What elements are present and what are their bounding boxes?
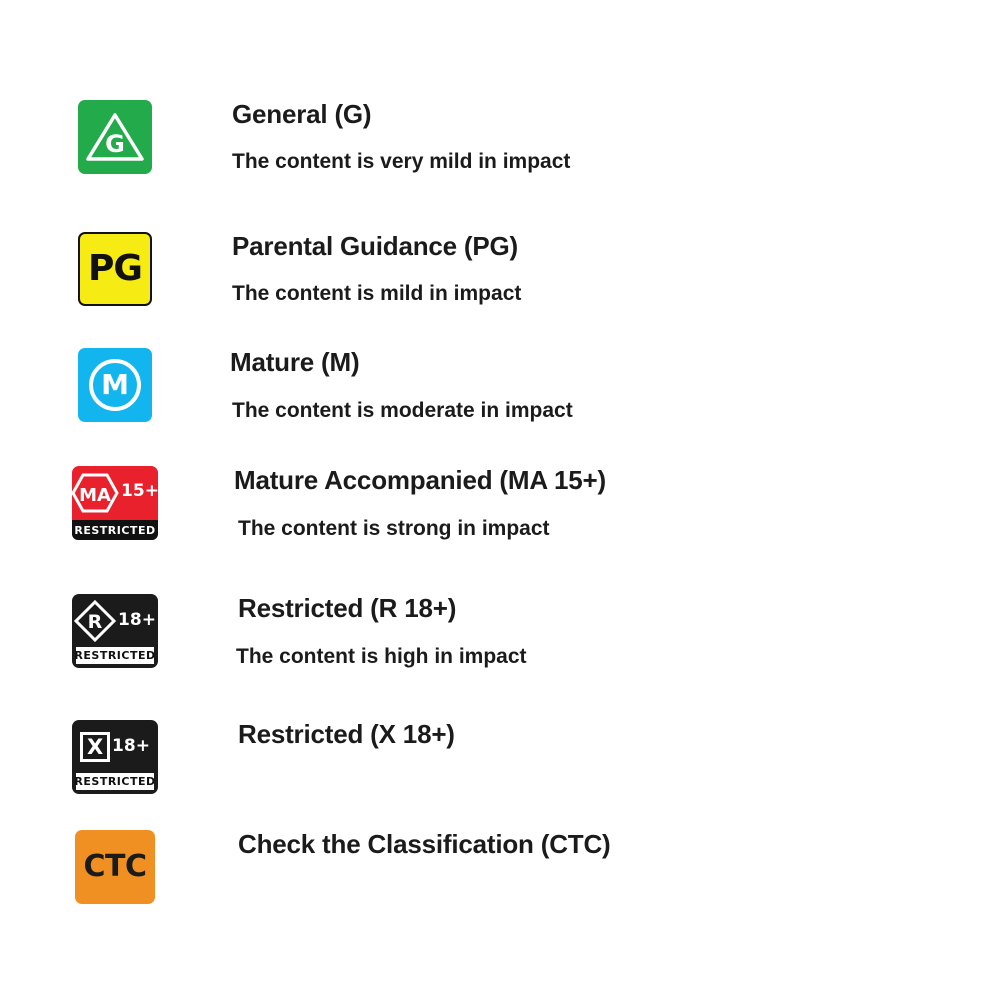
badge-pg	[78, 232, 152, 306]
badge-m	[78, 348, 152, 422]
badge-ctc	[75, 830, 155, 904]
text-cell-g	[230, 100, 1000, 173]
circle-m-icon	[89, 359, 141, 411]
badge-r18	[72, 594, 158, 668]
rating-row-m	[0, 348, 1000, 422]
ctc-icon: CTC	[83, 849, 147, 884]
rating-title-ctc: Check the Classification (CTC)	[238, 829, 611, 859]
rating-row-pg	[0, 232, 1000, 306]
ma-age-text: 15+	[121, 480, 159, 501]
diamond-r-icon	[72, 594, 158, 646]
badge-ma15	[72, 466, 158, 540]
rating-description-r18: The content is high in impact	[236, 644, 527, 668]
rating-description-m: The content is moderate in impact	[232, 398, 573, 422]
x-age-text: 18+	[112, 735, 150, 756]
text-cell-r18	[230, 594, 1000, 668]
rating-description-ma15: The content is strong in impact	[238, 516, 550, 540]
restricted-banner-ma15: RESTRICTED	[72, 520, 158, 540]
badge-cell-g	[0, 100, 230, 174]
m-letter: M	[101, 368, 129, 401]
badge-cell-pg	[0, 232, 230, 306]
x-letter: X	[86, 734, 104, 759]
rating-title-r18: Restricted (R 18+)	[238, 593, 457, 623]
pg-icon: PG	[88, 248, 142, 289]
rating-description-pg: The content is mild in impact	[232, 281, 522, 305]
r-age-text: 18+	[118, 609, 156, 630]
rating-title-x18: Restricted (X 18+)	[238, 719, 455, 749]
text-cell-x18	[230, 720, 1000, 749]
badge-g	[78, 100, 152, 174]
svg-text:R: R	[87, 611, 103, 633]
badge-cell-r18	[0, 594, 230, 668]
text-cell-m	[230, 348, 1000, 422]
rating-row-g	[0, 100, 1000, 174]
badge-cell-ctc	[0, 830, 230, 904]
svg-text:G: G	[105, 130, 125, 158]
rating-title-m: Mature (M)	[230, 347, 360, 377]
rating-description-g: The content is very mild in impact	[232, 149, 571, 173]
badge-cell-m	[0, 348, 230, 422]
badge-x18	[72, 720, 158, 794]
triangle-g-icon	[86, 112, 144, 162]
text-cell-ma15	[230, 466, 1000, 540]
rating-row-r18	[0, 594, 1000, 668]
rating-row-x18	[0, 720, 1000, 794]
rating-title-g: General (G)	[232, 99, 372, 129]
restricted-banner-x18: RESTRICTED	[74, 775, 156, 788]
square-x-icon	[72, 720, 158, 772]
badge-cell-ma15	[0, 466, 230, 540]
restricted-banner-r18: RESTRICTED	[74, 649, 156, 662]
text-cell-pg	[230, 232, 1000, 305]
rating-title-ma15: Mature Accompanied (MA 15+)	[234, 465, 606, 495]
text-cell-ctc	[230, 830, 1000, 859]
svg-text:MA: MA	[79, 485, 111, 506]
rating-title-pg: Parental Guidance (PG)	[232, 231, 519, 261]
badge-cell-x18	[0, 720, 230, 794]
rating-row-ma15	[0, 466, 1000, 540]
hexagon-ma-icon	[72, 466, 158, 518]
rating-row-ctc	[0, 830, 1000, 904]
